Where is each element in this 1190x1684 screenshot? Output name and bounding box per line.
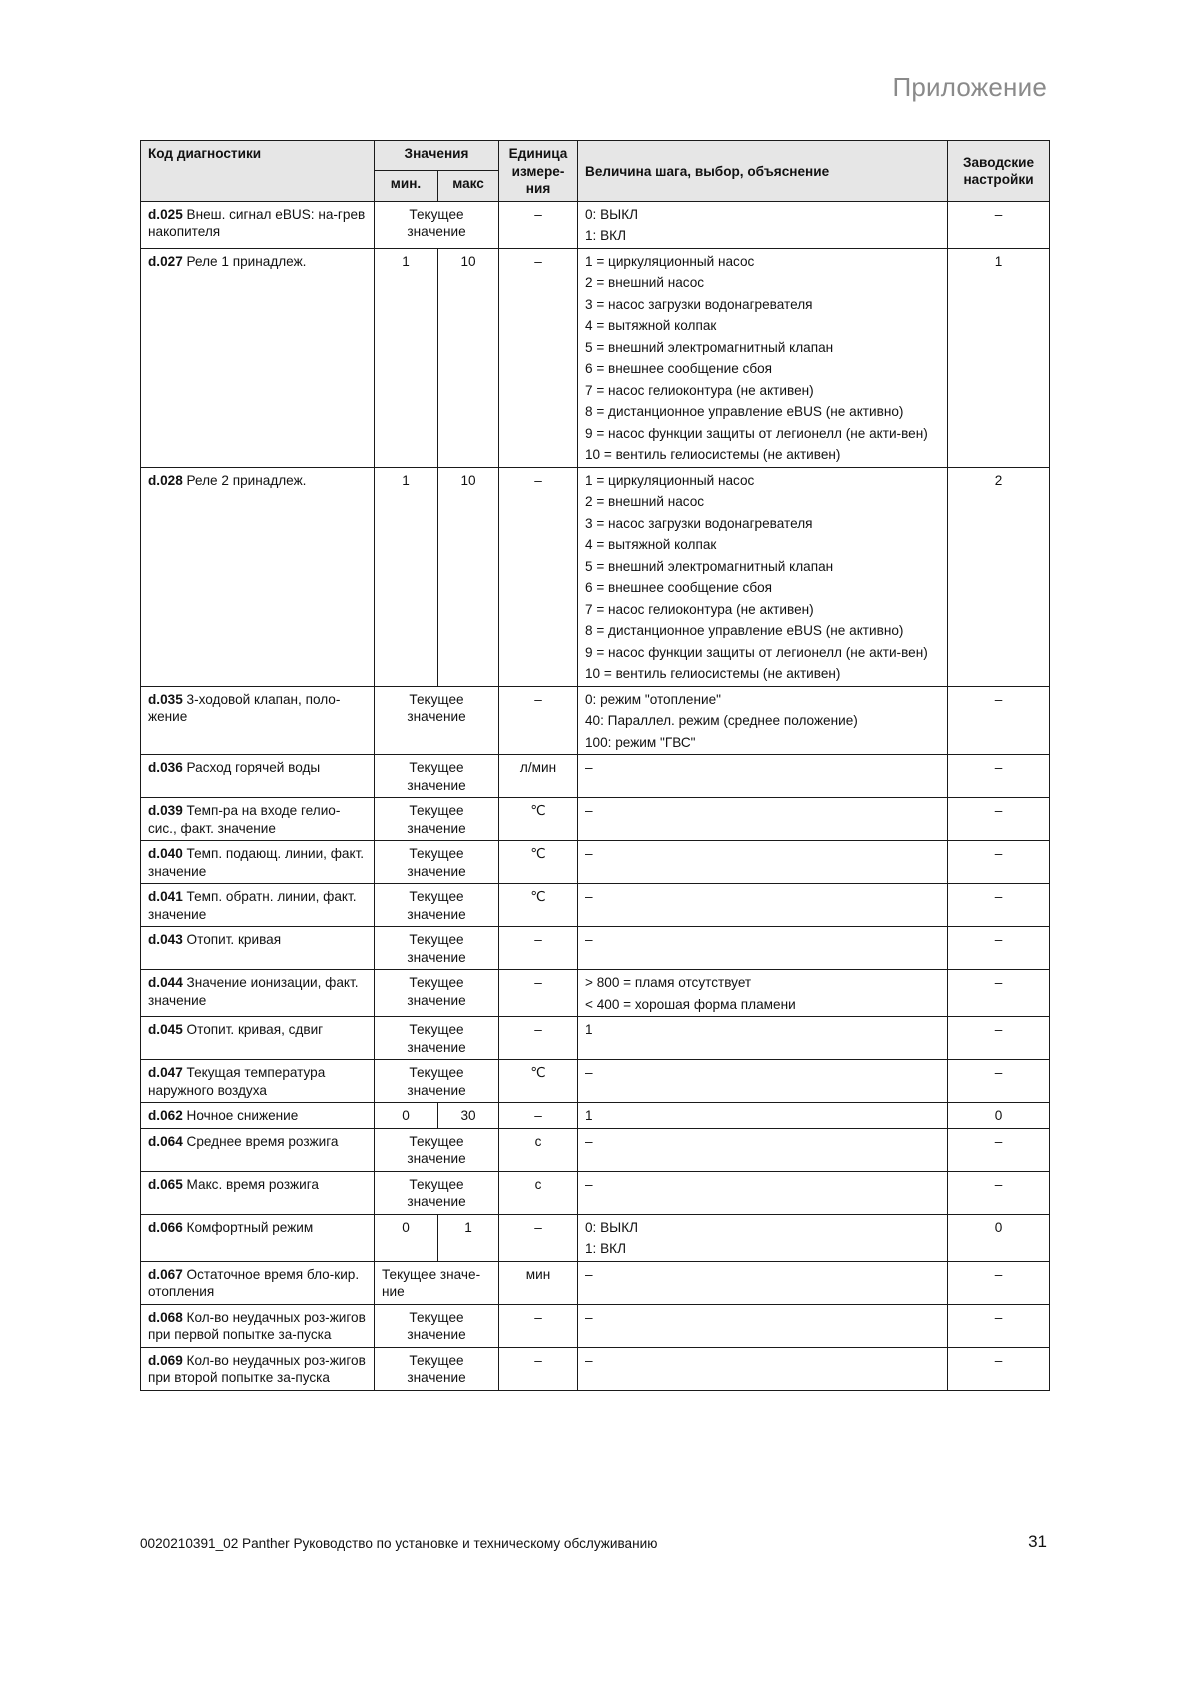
table-row	[141, 686, 1050, 755]
factory-setting-cell: –	[948, 1128, 1050, 1171]
table-row	[141, 841, 1050, 884]
diagnostic-name: Кол-во неудачных роз-жигов при второй попытке за-пуска	[148, 1352, 366, 1385]
current-value-cell: Текущее значение	[375, 970, 499, 1017]
description-line: –	[585, 1176, 593, 1192]
description-line: 10 = вентиль гелиосистемы (не активен)	[585, 666, 841, 681]
description-cell	[578, 884, 948, 927]
factory-setting-cell: 2	[948, 467, 1050, 686]
table-row	[141, 467, 1050, 686]
unit-cell: –	[499, 248, 578, 467]
unit-cell: с	[499, 1128, 578, 1171]
diagnostic-code-cell	[141, 1103, 375, 1129]
diagnostic-code: d.045	[148, 1022, 183, 1037]
description-line: 1	[585, 1108, 593, 1123]
description-cell	[578, 755, 948, 798]
factory-setting-cell: –	[948, 970, 1050, 1017]
diagnostic-code-cell	[141, 884, 375, 927]
diagnostic-code: d.068	[148, 1309, 183, 1325]
diagnostic-name: Отопит. кривая, сдвиг	[186, 1022, 324, 1037]
diagnostic-code-cell	[141, 798, 375, 841]
min-value-cell: 0	[375, 1214, 438, 1261]
unit-cell: –	[499, 1103, 578, 1129]
header-max: макс	[438, 171, 499, 201]
description-line: > 800 = пламя отсутствует	[585, 975, 752, 990]
header-code: Код диагностики	[141, 141, 375, 202]
diagnostic-name: Остаточное время бло-кир. отопления	[148, 1266, 360, 1299]
current-value-cell: Текущее значение	[375, 755, 499, 798]
description-line: 10 = вентиль гелиосистемы (не активен)	[585, 447, 841, 462]
table-row	[141, 248, 1050, 467]
description-cell	[578, 1261, 948, 1304]
diagnostic-code-cell	[141, 1261, 375, 1304]
diagnostic-name: Реле 1 принадлеж.	[186, 253, 307, 269]
description-cell	[578, 467, 948, 686]
current-value-cell: Текущее значение	[375, 1171, 499, 1214]
max-value-cell: 10	[438, 248, 499, 467]
header-values: Значения	[375, 141, 499, 171]
diagnostic-code-cell	[141, 686, 375, 755]
diagnostic-code: d.069	[148, 1352, 183, 1368]
diagnostic-name: Реле 2 принадлеж.	[186, 472, 307, 488]
unit-cell: ℃	[499, 1060, 578, 1103]
current-value-cell: Текущее значение	[375, 884, 499, 927]
factory-setting-cell: 1	[948, 248, 1050, 467]
description-cell	[578, 798, 948, 841]
max-value-cell: 10	[438, 467, 499, 686]
unit-cell: –	[499, 686, 578, 755]
diagnostic-name: 3-ходовой клапан, поло-жение	[148, 691, 341, 724]
description-line: 3 = насос загрузки водонагревателя	[585, 515, 813, 531]
diagnostic-name: Расход горячей воды	[186, 760, 321, 775]
description-cell	[578, 1214, 948, 1261]
description-line: –	[585, 1065, 593, 1080]
diagnostic-name: Комфортный режим	[186, 1219, 314, 1235]
unit-cell: мин	[499, 1261, 578, 1304]
factory-setting-cell: –	[948, 927, 1050, 970]
factory-setting-cell: –	[948, 755, 1050, 798]
table-row	[141, 1304, 1050, 1347]
description-line: 2 = внешний насос	[585, 494, 705, 509]
diagnostic-name: Темп. обратн. линии, факт. значение	[148, 889, 357, 922]
diagnostic-name: Отопит. кривая	[186, 932, 282, 947]
diagnostic-code-cell	[141, 970, 375, 1017]
description-cell	[578, 1304, 948, 1347]
current-value-cell: Текущее значение	[375, 1128, 499, 1171]
description-line: –	[585, 1352, 593, 1368]
table-row	[141, 1261, 1050, 1304]
description-cell	[578, 927, 948, 970]
description-cell	[578, 1347, 948, 1390]
current-value-cell: Текущее значение	[375, 1304, 499, 1347]
diagnostic-code: d.043	[148, 932, 183, 947]
diagnostic-name: Ночное снижение	[186, 1108, 299, 1123]
min-value-cell: 0	[375, 1103, 438, 1129]
description-line: < 400 = хорошая форма пламени	[585, 996, 796, 1012]
factory-setting-cell: –	[948, 1017, 1050, 1060]
page-number: 31	[1028, 1532, 1047, 1551]
description-line: 1: ВКЛ	[585, 228, 627, 243]
current-value-cell: Текущее значе-ние	[375, 1261, 499, 1304]
diagnostic-code-cell	[141, 467, 375, 686]
unit-cell: –	[499, 1017, 578, 1060]
description-line: 8 = дистанционное управление eBUS (не активно)	[585, 623, 904, 638]
description-line: 1: ВКЛ	[585, 1241, 627, 1256]
description-line: 5 = внешний электромагнитный клапан	[585, 339, 834, 355]
diagnostic-code: d.066	[148, 1219, 183, 1235]
diagnostic-code: d.067	[148, 1266, 183, 1282]
description-line: 1 = циркуляционный насос	[585, 253, 755, 269]
table-row	[141, 1171, 1050, 1214]
diagnostic-code-cell	[141, 1214, 375, 1261]
description-line: 5 = внешний электромагнитный клапан	[585, 558, 834, 574]
min-value-cell: 1	[375, 248, 438, 467]
description-line: –	[585, 1266, 593, 1282]
factory-setting-cell: –	[948, 1060, 1050, 1103]
diagnostic-name: Среднее время розжига	[186, 1133, 339, 1149]
table-row	[141, 970, 1050, 1017]
description-cell	[578, 1060, 948, 1103]
max-value-cell: 30	[438, 1103, 499, 1129]
diagnostic-code: d.039	[148, 803, 183, 818]
diagnostic-name: Макс. время розжига	[186, 1176, 319, 1192]
current-value-cell: Текущее значение	[375, 841, 499, 884]
diagnostic-code: d.035	[148, 691, 183, 707]
current-value-cell: Текущее значение	[375, 1017, 499, 1060]
current-value-cell: Текущее значение	[375, 1347, 499, 1390]
table-row	[141, 201, 1050, 248]
factory-setting-cell: –	[948, 1261, 1050, 1304]
description-cell	[578, 686, 948, 755]
unit-cell: –	[499, 1214, 578, 1261]
table-row	[141, 1103, 1050, 1129]
unit-cell: ℃	[499, 884, 578, 927]
factory-setting-cell: –	[948, 798, 1050, 841]
current-value-cell: Текущее значение	[375, 798, 499, 841]
description-line: 3 = насос загрузки водонагревателя	[585, 296, 813, 312]
factory-setting-cell: –	[948, 1347, 1050, 1390]
description-line: –	[585, 889, 593, 904]
description-line: –	[585, 1309, 593, 1325]
factory-setting-cell: –	[948, 841, 1050, 884]
factory-setting-cell: –	[948, 686, 1050, 755]
unit-cell: –	[499, 1347, 578, 1390]
diagnostic-name: Значение ионизации, факт. значение	[148, 975, 359, 1008]
description-line: 6 = внешнее сообщение сбоя	[585, 361, 773, 376]
table-row	[141, 1017, 1050, 1060]
table-body	[141, 201, 1050, 1390]
diagnostic-code: d.028	[148, 472, 183, 488]
description-cell	[578, 841, 948, 884]
table-row	[141, 1060, 1050, 1103]
table-row	[141, 927, 1050, 970]
unit-cell: –	[499, 201, 578, 248]
description-line: 1	[585, 1022, 593, 1037]
unit-cell: л/мин	[499, 755, 578, 798]
diagnostic-code: d.040	[148, 846, 183, 861]
description-line: 9 = насос функции защиты от легионелл (не акти-вен)	[585, 425, 928, 441]
diagnostic-code: d.025	[148, 206, 183, 222]
diagnostic-code-cell	[141, 1017, 375, 1060]
description-cell	[578, 248, 948, 467]
description-cell	[578, 970, 948, 1017]
description-cell	[578, 1128, 948, 1171]
description-line: 40: Параллел. режим (среднее положение)	[585, 713, 858, 728]
current-value-cell: Текущее значение	[375, 927, 499, 970]
diagnostic-code: d.041	[148, 889, 183, 904]
diagnostic-code: d.064	[148, 1133, 183, 1149]
description-line: 4 = вытяжной колпак	[585, 537, 717, 552]
description-line: –	[585, 932, 593, 947]
header-factory: Заводские настройки	[948, 141, 1050, 202]
description-line: 9 = насос функции защиты от легионелл (не акти-вен)	[585, 644, 928, 660]
diagnostic-code-cell	[141, 755, 375, 798]
max-value-cell: 1	[438, 1214, 499, 1261]
description-line: 2 = внешний насос	[585, 275, 705, 290]
diagnostic-code: d.036	[148, 760, 183, 775]
description-line: 1 = циркуляционный насос	[585, 472, 755, 488]
factory-setting-cell: 0	[948, 1103, 1050, 1129]
factory-setting-cell: –	[948, 1304, 1050, 1347]
description-line: 0: ВЫКЛ	[585, 206, 639, 222]
table-row	[141, 884, 1050, 927]
factory-setting-cell: 0	[948, 1214, 1050, 1261]
current-value-cell: Текущее значение	[375, 201, 499, 248]
section-title: Приложение	[892, 72, 1047, 102]
diagnostic-code-cell	[141, 201, 375, 248]
description-line: 7 = насос гелиоконтура (не активен)	[585, 601, 814, 617]
current-value-cell: Текущее значение	[375, 686, 499, 755]
min-value-cell: 1	[375, 467, 438, 686]
unit-cell: ℃	[499, 841, 578, 884]
table-row	[141, 1347, 1050, 1390]
diagnostic-code: d.027	[148, 253, 183, 269]
diagnostic-code: d.062	[148, 1108, 183, 1123]
factory-setting-cell: –	[948, 1171, 1050, 1214]
description-line: –	[585, 1133, 593, 1149]
diagnostic-code-cell	[141, 927, 375, 970]
description-line: 7 = насос гелиоконтура (не активен)	[585, 382, 814, 398]
description-cell	[578, 201, 948, 248]
unit-cell: ℃	[499, 798, 578, 841]
description-line: 6 = внешнее сообщение сбоя	[585, 580, 773, 595]
unit-cell: –	[499, 927, 578, 970]
description-line: –	[585, 803, 593, 818]
factory-setting-cell: –	[948, 884, 1050, 927]
description-cell	[578, 1103, 948, 1129]
diagnostic-code: d.044	[148, 975, 183, 990]
diagnostic-code: d.065	[148, 1176, 183, 1192]
description-line: 0: ВЫКЛ	[585, 1219, 639, 1235]
table-row	[141, 755, 1050, 798]
description-line: –	[585, 846, 593, 861]
diagnostic-code-cell	[141, 1060, 375, 1103]
description-line: 0: режим "отопление"	[585, 691, 721, 707]
unit-cell: –	[499, 467, 578, 686]
diagnostic-code-cell	[141, 1128, 375, 1171]
diagnostic-name: Темп-ра на входе гелио-сис., факт. значение	[148, 803, 341, 836]
diagnostic-name: Кол-во неудачных роз-жигов при первой попытке за-пуска	[148, 1309, 366, 1342]
diagnostic-name: Темп. подающ. линии, факт. значение	[148, 846, 365, 879]
diagnostic-code-cell	[141, 1304, 375, 1347]
factory-setting-cell: –	[948, 201, 1050, 248]
description-line: 4 = вытяжной колпак	[585, 318, 717, 333]
diagnostic-code-cell	[141, 1171, 375, 1214]
table-header	[141, 141, 1050, 202]
diagnostic-name: Внеш. сигнал eBUS: на-грев накопителя	[148, 206, 366, 239]
diagnostic-code-cell	[141, 841, 375, 884]
diagnostic-table	[140, 140, 1050, 1391]
unit-cell: –	[499, 970, 578, 1017]
diagnostic-name: Текущая температура наружного воздуха	[148, 1065, 326, 1098]
table-row	[141, 798, 1050, 841]
description-line: –	[585, 760, 593, 775]
header-desc: Величина шага, выбор, объяснение	[578, 141, 948, 202]
header-unit: Единица измере-ния	[499, 141, 578, 202]
description-cell	[578, 1171, 948, 1214]
description-line: 100: режим "ГВС"	[585, 734, 696, 750]
header-min: мин.	[375, 171, 438, 201]
diagnostic-code-cell	[141, 248, 375, 467]
unit-cell: с	[499, 1171, 578, 1214]
description-line: 8 = дистанционное управление eBUS (не активно)	[585, 404, 904, 419]
current-value-cell: Текущее значение	[375, 1060, 499, 1103]
footer-document-title: 0020210391_02 Panther Руководство по установке и техническому обслуживанию	[140, 1536, 658, 1551]
table-row	[141, 1214, 1050, 1261]
description-cell	[578, 1017, 948, 1060]
diagnostic-code-cell	[141, 1347, 375, 1390]
unit-cell: –	[499, 1304, 578, 1347]
table-row	[141, 1128, 1050, 1171]
diagnostic-code: d.047	[148, 1065, 183, 1080]
